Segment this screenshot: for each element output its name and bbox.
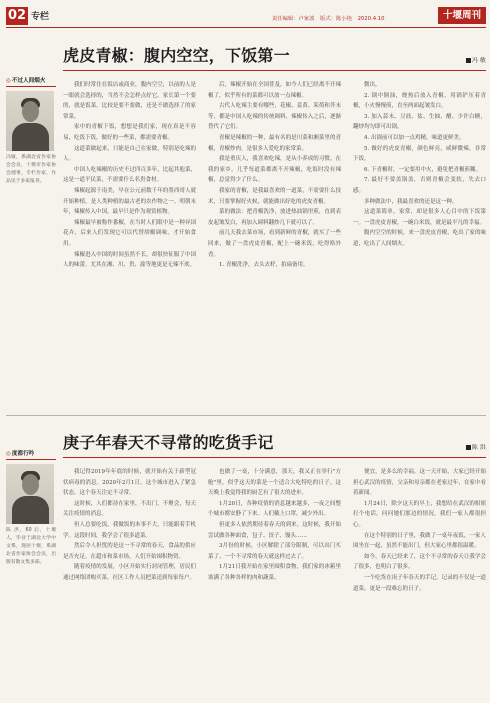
paragraph: 但更多人依然期待着春天的到来。这时候，我开始尝试做各种面食，包子、饺子、馒头…… bbox=[208, 521, 341, 539]
paragraph: 后，辣椒开始在全国普及，如今人们已经离不开辣椒了，似乎所有的菜都可以放一点辣椒。 bbox=[208, 82, 341, 99]
title-rule bbox=[63, 457, 486, 458]
section-name: 专栏 bbox=[31, 12, 50, 22]
column-title: ◎不过人间烟火 bbox=[6, 78, 46, 84]
article-divider bbox=[6, 415, 486, 416]
columnist-bio: 冯敏，系湖北省作家协会会员，十堰市作家协会理事，专栏作家，作品见于多家报刊。 bbox=[6, 155, 56, 184]
paragraph: 2. 锅中倒油，烧热后放入青椒，用锅铲压着青椒，小火慢慢煎，直至两面起皱发白。 bbox=[353, 92, 486, 110]
paragraph: 我们时常住在饭店或商业，腹内空空，以前的人是一眼就会选择的，当然不会怎样点好它。家长第一个要的，就是饭菜，比较是要不要做，还是不做选择了的家常菜。 bbox=[63, 82, 196, 120]
editor-meta bbox=[272, 14, 389, 22]
bullet-icon: ◎ bbox=[6, 78, 11, 84]
paragraph: 青椒是辣椒的一种，最有名的是川菜和湘菜里的青椒，青椒炒肉，是很多人爱吃的家常菜。 bbox=[208, 134, 341, 152]
paragraph: 也做了一桌，十分满意，那天，我又正在举行"方舱"里，似乎这天的菜是一个适合大吃特吃的日子。这天晚上我觉得我的厨艺有了很大的进步。 bbox=[208, 469, 341, 497]
paragraph: 前几天我去菜市场，看到新鲜的青椒，就买了一些回来，做了一盘虎皮青椒，配上一碗米饭，吃得格外香。 bbox=[208, 230, 341, 258]
paragraph: 辣椒进入中国的时间虽然不长，却很快征服了中国人的味蕾，尤其在湘、川、贵、渝等地更是无辣不欢。 bbox=[63, 251, 196, 269]
article-title: 虎皮青椒：腹内空空，下饭第一 冯 敏 bbox=[63, 46, 486, 65]
issue-date: 2020.4.10 bbox=[357, 16, 385, 22]
paragraph: 如今，春天已经来了，这个不寻常的春天让我学会了很多，也明白了很多。 bbox=[353, 553, 486, 571]
paragraph: 然后令人担忧的是这一不寻常的春天，食品的供应是否充足。在超市和菜市场，人们开始囤积物资。 bbox=[63, 543, 196, 560]
paragraph: 4. 出锅前可以加一点鸡精，味道更鲜美。 bbox=[364, 134, 465, 141]
newspaper-brand: 十堰周刊 bbox=[438, 7, 486, 24]
paragraph: 随着疫情的发展，小区开始实行封闭管理，居民们通过网络团购买菜，社区工作人员把菜送到每家每户。 bbox=[63, 564, 196, 581]
paragraph: 便宜，是多么的幸福。这一天开始，大家已经开始担心武汉的疫情，父亲和母亲都在老家过年，在家中看着新闻。 bbox=[353, 469, 486, 497]
paragraph: 我家的青椒，是我最喜欢的一道菜，不需要什么技术，只要掌握好火候，就能做出好吃的虎皮青椒。 bbox=[208, 187, 341, 205]
paragraph: 菜的做法：把青椒洗净，放进热油锅里煎，直到表皮起皱发白，再加入调料翻炒几下就可以了。 bbox=[208, 209, 341, 226]
paragraph: 辣椒起源于南美，早在公元前数千年的墨西哥人就开始种植，是人类种植的最古老的农作物之一。明朝末年，辣椒传入中国，最早只是作为观赏植物。 bbox=[63, 187, 196, 216]
paragraph: 微出。 bbox=[364, 82, 381, 88]
paragraph: 1月20日，各种疫情的消息越来越多，一夜之间整个城市都安静了下来。人们戴上口罩，减少外出。 bbox=[208, 500, 341, 518]
article-column bbox=[353, 467, 486, 703]
paragraph: 一个吃货在庚子年春天的手记，记录的不仅是一道道菜，更是一段难忘的日子。 bbox=[353, 574, 486, 592]
page-number: 02 bbox=[7, 8, 27, 23]
paragraph: 但人总要吃饭，我做饭的本事不大，只能跟着手机学。这段时间，我学会了很多道菜。 bbox=[63, 521, 196, 539]
columnist-photo bbox=[6, 464, 54, 524]
article-column bbox=[63, 467, 196, 703]
article-author: 冯 敏 bbox=[466, 55, 486, 64]
editor: 责任编辑：卢家波 bbox=[272, 16, 315, 22]
paragraph: 1. 青椒洗净，去头去籽，拍扁备用。 bbox=[219, 262, 309, 269]
paragraph: 1月24日，除夕这天的早上，我想给在武汉的姐姐打个电话，问问她们那边的情况，我们一家人都很担心。 bbox=[353, 500, 486, 528]
paragraph: 5. 做好的虎皮青椒，颜色鲜亮，咸鲜微辣，非常下饭。 bbox=[353, 145, 486, 163]
article-2 bbox=[63, 430, 486, 703]
paragraph: 这时候，人们都待在家里，不出门，不聚会，每天关注疫情的消息。 bbox=[63, 500, 196, 518]
paragraph: 家中的青椒下饭，想想是我们家，现在真是不容易，吃饭下饭，做好的一些菜，都需要青椒。 bbox=[63, 124, 196, 141]
layout-editor: 版式：陈小艳 bbox=[320, 16, 352, 22]
paragraph: 多种做法中，我最喜欢的还是这一种。 bbox=[364, 198, 458, 205]
paragraph: 我记得2019年年底的时候，就开始有关于新型冠状病毒的消息。2020年2月1日，这个城市进入了紧急状态，这个春天注定不寻常。 bbox=[63, 469, 196, 497]
paragraph: 这道菜做起来，只能是自己在家做，特别是吃辣的人。 bbox=[63, 145, 196, 163]
article-1 bbox=[63, 43, 486, 430]
paragraph: 7. 最好不要盖锅盖，否则青椒会变软，失去口感。 bbox=[353, 177, 486, 194]
paragraph: 辣椒最早被称作番椒，在当时人们眼中是一种异国花卉，后来人们发现它可以代替胡椒调味，才开始食用。 bbox=[63, 219, 196, 247]
paragraph: 6. 下青椒时，一定要用中火，避免把青椒煎糊。 bbox=[364, 166, 481, 173]
article-body bbox=[63, 80, 486, 430]
paragraph: 3月份的时候，小区解除了部分限制，可以出门买菜了。一个不寻常的春天就这样过去了。 bbox=[208, 543, 341, 560]
article-column bbox=[208, 80, 341, 430]
article-author: 陈 洪 bbox=[466, 442, 486, 451]
paragraph: 3. 加入蒜末、豆豉、盐、生抽、醋、少许白糖，翻炒均匀即可出锅。 bbox=[353, 113, 486, 131]
paragraph: 我是重庆人，我喜欢吃辣，是从小养成的习惯。在我的家乡，几乎每道菜都离不开辣椒，吃饭时没有辣椒，总觉得少了什么。 bbox=[208, 156, 341, 184]
article-column bbox=[353, 80, 486, 430]
header-rule bbox=[6, 27, 486, 28]
column-title-rule bbox=[6, 459, 56, 460]
columnist-sidebar-1 bbox=[6, 76, 56, 186]
bullet-icon: ◎ bbox=[6, 451, 11, 457]
title-rule bbox=[63, 70, 486, 71]
paragraph: 古代人吃辣主要有哪些，花椒、姜黄、茱萸和芥末等，都是中国人吃辣的传统调料，辣椒传入之后，逐渐替代了它们。 bbox=[208, 103, 341, 131]
column-title: ◎度都行吟 bbox=[6, 451, 35, 457]
article-column bbox=[208, 467, 341, 703]
paragraph: 中国人吃辣椒的历史不过四百多年，比起其他菜，这是一道平民菜，不需要什么名贵食材。 bbox=[63, 166, 196, 184]
article-body bbox=[63, 467, 486, 703]
columnist-photo bbox=[6, 91, 54, 151]
page-header bbox=[0, 0, 490, 28]
paragraph: 1月21日我开始在家里囤积食物，我们家的冰箱里塞满了各种各样的肉和蔬菜。 bbox=[208, 564, 341, 581]
paragraph: 在这个特别的日子里，我做了一桌年夜饭，一家人围坐在一起，虽然不能出门，但大家心里都很温暖。 bbox=[353, 532, 486, 550]
article-column bbox=[63, 80, 196, 430]
columnist-sidebar-2 bbox=[6, 449, 56, 567]
paragraph: 这道菜简单，家常，却是很多人心目中的下饭第一。一盘虎皮青椒，一碗白米饭，就是最平凡的幸福。 bbox=[353, 209, 486, 226]
article-title: 庚子年春天不寻常的吃货手记 陈 洪 bbox=[63, 433, 486, 452]
column-title-rule bbox=[6, 86, 56, 87]
columnist-bio: 陈 洪，60 后，十堰人，毕业于湖北大学中文系，现居十堰，系湖北省作家协会会员，出版有散文集多部。 bbox=[6, 528, 56, 565]
paragraph: 腹内空空的时候，来一盘虎皮青椒，吃出了家的味道，吃出了人间烟火。 bbox=[353, 230, 486, 247]
